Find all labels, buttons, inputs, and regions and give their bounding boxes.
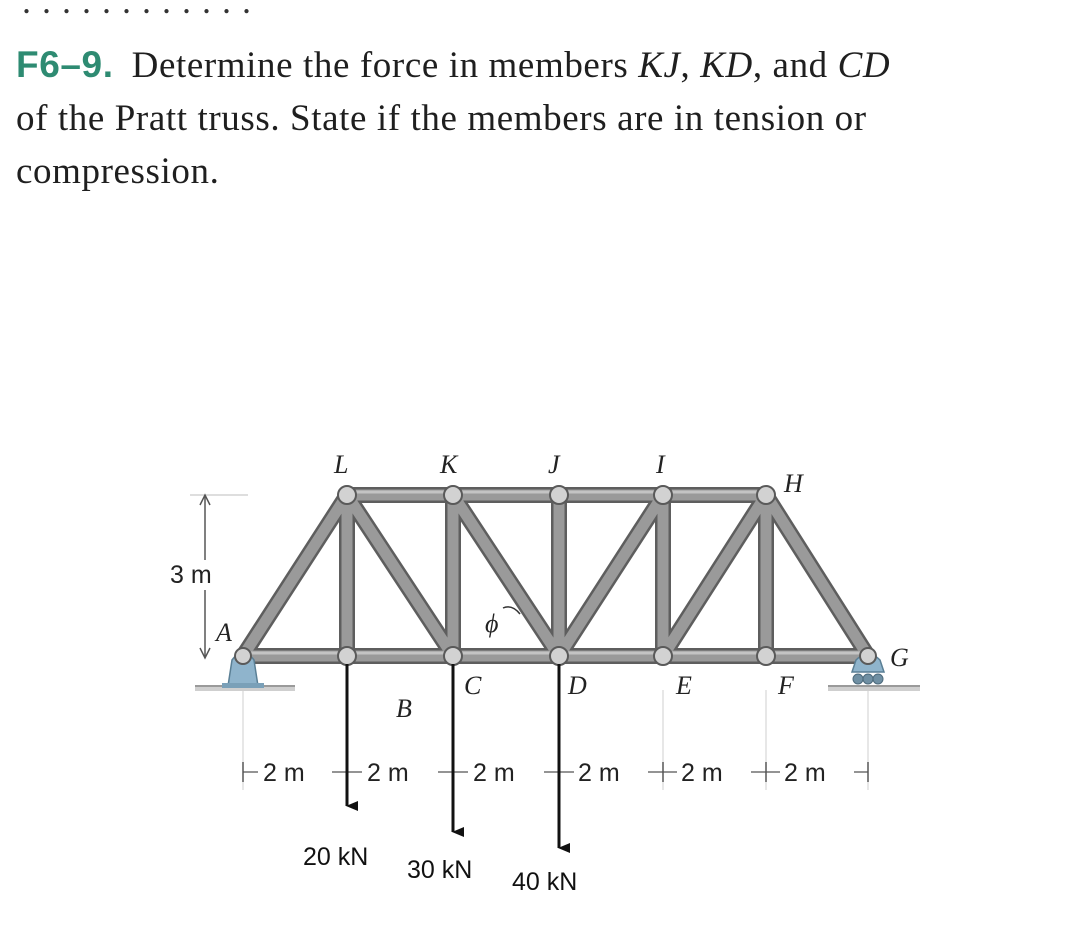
height-label: 3 m — [170, 561, 212, 589]
span-label-2: 2 m — [367, 759, 409, 787]
label-g: G — [890, 643, 909, 672]
pin-f — [757, 647, 775, 665]
span-extension-lines — [243, 690, 868, 790]
angle-label: ϕ — [485, 609, 499, 638]
label-i: I — [656, 450, 665, 479]
problem-text-prefix: Determine the force in members — [131, 45, 639, 86]
span-label-1: 2 m — [263, 759, 305, 787]
angle-indicator — [485, 607, 520, 638]
pin-i — [654, 486, 672, 504]
pin-k — [444, 486, 462, 504]
span-label-4: 2 m — [578, 759, 620, 787]
label-l: L — [334, 450, 349, 479]
label-d: D — [568, 671, 587, 700]
problem-line-2: of the Pratt truss. State if the members are in tension or — [16, 98, 867, 139]
label-c: C — [464, 671, 482, 700]
span-label-6: 2 m — [784, 759, 826, 787]
load-labels — [303, 843, 577, 896]
label-j: J — [548, 450, 560, 479]
pin-b — [338, 647, 356, 665]
label-f: F — [778, 671, 794, 700]
pin-c — [444, 647, 462, 665]
problem-line-3: compression. — [16, 151, 220, 192]
pin-a — [235, 648, 251, 664]
member-kj: KJ — [638, 45, 681, 86]
load-label-30kn: 30 kN — [407, 856, 473, 884]
label-a: A — [216, 618, 232, 647]
height-dimension — [170, 495, 248, 658]
cropped-previous-text: . . . . . . . . . . . . — [22, 0, 252, 21]
span-label-3: 2 m — [473, 759, 515, 787]
pin-l — [338, 486, 356, 504]
truss-members — [243, 492, 868, 656]
member-kd: KD — [700, 45, 753, 86]
label-b: B — [396, 694, 412, 723]
separator-1: , — [680, 45, 701, 86]
separator-2: , and — [752, 45, 838, 86]
problem-number: F6–9. — [16, 44, 114, 85]
span-label-5: 2 m — [681, 759, 723, 787]
pin-e — [654, 647, 672, 665]
pin-j — [550, 486, 568, 504]
member-cd: CD — [837, 45, 891, 86]
label-e: E — [676, 671, 692, 700]
load-label-40kn: 40 kN — [512, 868, 578, 896]
span-dimensions — [243, 758, 868, 787]
pin-d — [550, 647, 568, 665]
pin-g — [860, 648, 876, 664]
label-h: H — [784, 469, 803, 498]
load-label-20kn: 20 kN — [303, 843, 369, 871]
label-k: K — [440, 450, 458, 479]
load-arrows — [347, 664, 559, 848]
pin-h — [757, 486, 775, 504]
ground-right — [828, 685, 920, 691]
